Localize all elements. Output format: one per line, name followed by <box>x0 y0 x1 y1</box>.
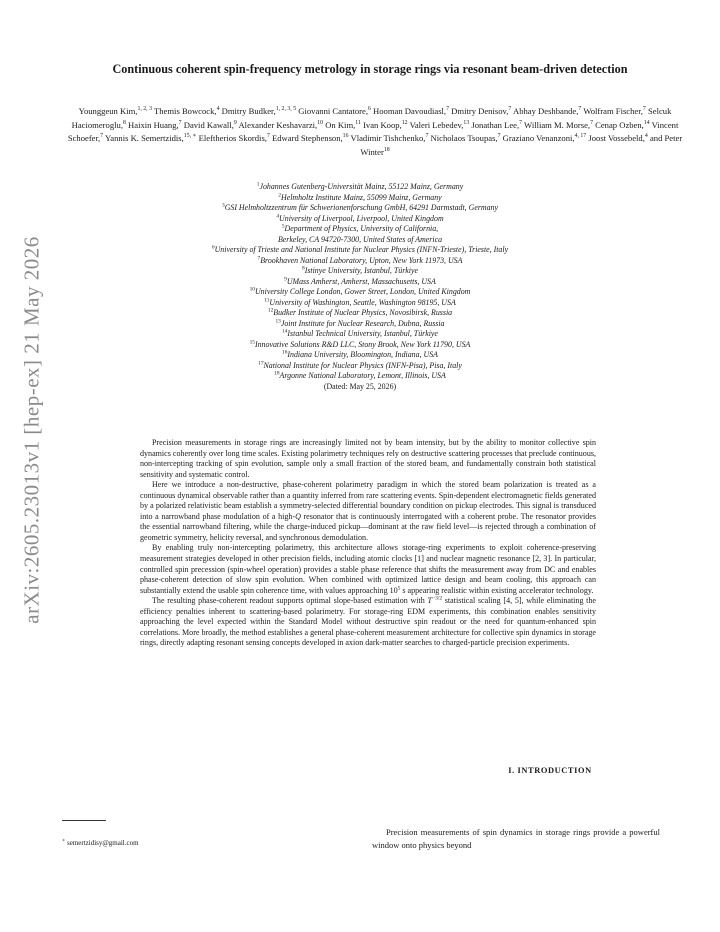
author-name: Alexander Keshavarzi, <box>238 119 318 130</box>
math-q: Q <box>295 511 301 521</box>
paper-title: Continuous coherent spin-frequency metrology in storage rings via resonant beam-driven detection <box>112 62 628 76</box>
author-affiliation-marker: 12 <box>401 119 408 126</box>
author-affiliation-marker: 7 <box>519 119 523 126</box>
author-name: Abhay Deshbande, <box>513 106 579 116</box>
author-affiliation-marker: 6 <box>367 106 371 113</box>
affiliation-number: 17 <box>258 359 264 366</box>
footnote-divider <box>62 820 106 821</box>
affiliation-number: 4 <box>276 212 280 219</box>
affiliation-text: Istanbul Technical University, Istanbul, Türkiye <box>287 329 438 338</box>
author-affiliation-marker: 7 <box>425 133 429 140</box>
author-affiliation-marker: 7 <box>578 106 582 113</box>
author-affiliation-marker: 7 <box>266 133 270 140</box>
abstract-text: s appearing realistic within existing accelerator technology. <box>400 585 594 595</box>
section-heading-introduction: I. INTRODUCTION <box>508 766 592 775</box>
abstract-paragraph-1: Precision measurements in storage rings are increasingly limited not by beam intensity, but by the ability to monitor collective spin dynamics coherently over long time scales. Existing polarimetry techniques rely on destructive scattering processes that preclude continuous, non-intercepting tracking of spin evolution, sample only a small fraction of the stored beam, and fundamentally constrain both statistical sensitivity and systematic control. <box>140 438 596 479</box>
author-name: Themis Bowcock, <box>154 106 217 116</box>
affiliation-line <box>100 214 620 225</box>
affiliation-text: Helmholtz Institute Mainz, 55099 Mainz, Germany <box>281 192 442 202</box>
author-affiliation-marker: 7 <box>178 119 182 126</box>
author-affiliation-marker: 9 <box>233 119 237 126</box>
affiliation-line <box>100 256 620 267</box>
affiliation-text: Berkeley, CA 94720-7300, United States of America <box>277 234 443 244</box>
affiliation-text: University of Trieste and National Institute for Nuclear Physics (INFN-Trieste), Trieste, Italy <box>214 245 509 254</box>
author-name: Joost Vossebeld, <box>588 133 645 144</box>
affiliation-line <box>100 224 620 235</box>
affiliation-number: 18 <box>274 370 280 377</box>
intro-paragraph: Precision measurements of spin dynamics in storage rings provide a powerful window onto physics beyond <box>372 827 660 850</box>
author-name: Ivan Koop, <box>363 119 402 130</box>
author-name: On Kim, <box>325 119 356 130</box>
affiliation-text: UMass Amherst, Amherst, Massachusetts, USA <box>286 276 436 286</box>
author-name: Haixin Huang, <box>128 119 179 130</box>
affiliation-text: Johannes Gutenberg-Universität Mainz, 55122 Mainz, Germany <box>259 182 464 191</box>
author-name: Nicholaos Tsoupas, <box>430 133 498 144</box>
affiliation-number: 8 <box>302 265 305 272</box>
exponent: −3/2 <box>432 595 443 602</box>
arxiv-sidebar <box>2 200 62 660</box>
affiliation-list <box>100 182 620 392</box>
affiliation-text: Istinye University, Istanbul, Türkiye <box>304 266 418 275</box>
affiliation-number: 13 <box>275 317 281 324</box>
affiliation-line <box>100 287 620 298</box>
abstract-text: The resulting phase-coherent readout supports optimal slope-based estimation with <box>152 596 428 606</box>
author-name: and Peter Winter <box>360 133 683 157</box>
affiliation-line <box>100 329 620 340</box>
author-name: Selcuk Haciomeroglu, <box>71 106 672 130</box>
author-name: Edward Stephenson, <box>272 133 343 144</box>
author-affiliation-marker: 7 <box>590 119 593 126</box>
author-name: Valeri Lebedev, <box>409 119 464 130</box>
affiliation-text: Argonne National Laboratory, Lemont, Illinois, USA <box>279 371 446 380</box>
affiliation-line <box>100 245 620 256</box>
author-affiliation-marker: 1, 2, 3, 5 <box>275 106 297 113</box>
affiliation-line <box>100 350 620 361</box>
author-name: Yannis K. Semertzidis, <box>104 133 184 144</box>
author-name: Dmitry Denisov, <box>451 106 509 116</box>
affiliation-number: 6 <box>211 244 215 251</box>
affiliation-number: 2 <box>278 191 282 198</box>
arxiv-identifier: arXiv:2605.23013v1 [hep-ex] 21 May 2026 <box>19 236 44 624</box>
affiliation-text: University of Liverpool, Liverpool, United Kingdom <box>279 213 444 223</box>
author-affiliation-marker: 15, ∗ <box>183 133 197 140</box>
affiliation-text: GSI Helmholtzzentrum für Schwerionenforschung GmbH, 64291 Darmstadt, Germany <box>224 203 498 212</box>
affiliation-line <box>100 182 620 193</box>
author-affiliation-marker: 13 <box>463 119 470 126</box>
affiliation-line <box>100 340 620 351</box>
author-name: Dmitry Budker, <box>221 106 276 116</box>
author-affiliation-marker: 1, 2, 3 <box>137 106 153 113</box>
author-list <box>55 105 695 159</box>
author-name: Vincent Schoefer, <box>67 119 679 144</box>
author-affiliation-marker: 7 <box>100 133 104 140</box>
author-affiliation-marker: 7 <box>642 106 646 113</box>
affiliation-number: 14 <box>282 328 288 335</box>
abstract-paragraph-4 <box>140 596 596 649</box>
affiliation-line <box>100 203 620 214</box>
affiliation-text: Joint Institute for Nuclear Research, Dubna, Russia <box>280 318 445 328</box>
affiliation-number: 12 <box>267 307 274 314</box>
author-affiliation-marker: 7 <box>508 106 512 113</box>
affiliation-text: Department of Physics, University of California, <box>284 224 439 233</box>
affiliation-text: University of Washington, Seattle, Washington 98195, USA <box>269 297 456 307</box>
affiliation-number: 7 <box>257 254 261 261</box>
math-t: T <box>427 596 433 606</box>
affiliation-text: National Institute for Nuclear Physics (INFN-Pisa), Pisa, Italy <box>263 360 462 370</box>
author-name: David Kawall, <box>183 119 234 130</box>
author-affiliation-marker: 11 <box>355 119 361 126</box>
affiliation-line <box>100 266 620 277</box>
abstract-text: Here we introduce a non-destructive, phase-coherent polarimetry paradigm in which the stored beam polarization is treated as a continuous dynamical observable rather than a quantity inferred from rare scattering events. Spin-dependent electromagnetic fields generated by a polarized relativistic beam establish a symmetry-selected differential boundary condition on pickup electrodes. This signal is transduced into a narrowband phase modulation of a high- <box>140 480 596 521</box>
affiliation-line <box>100 235 620 246</box>
author-affiliation-marker: 10 <box>317 119 324 126</box>
author-affiliation-marker: 7 <box>446 106 450 113</box>
affiliation-text: Budker Institute of Nuclear Physics, Novosibirsk, Russia <box>273 308 453 317</box>
affiliation-text: Brookhaven National Laboratory, Upton, New York 11973, USA <box>260 255 463 265</box>
author-affiliation-marker: 16 <box>342 133 349 140</box>
author-affiliation-marker: 4 <box>644 133 648 140</box>
affiliation-number: 9 <box>284 275 287 282</box>
author-affiliation-marker: 4, 17 <box>574 133 587 140</box>
author-name: Vladimir Tishchenko, <box>350 133 426 144</box>
affiliation-number: 15 <box>249 338 255 345</box>
author-affiliation-marker: 8 <box>122 119 126 126</box>
date-line: (Dated: May 25, 2026) <box>323 381 397 391</box>
affiliation-line <box>100 277 620 288</box>
affiliation-number: 3 <box>222 202 225 209</box>
abstract <box>140 438 596 649</box>
author-affiliation-marker: 4 <box>216 106 220 113</box>
abstract-text: By enabling truly non-intercepting polarimetry, this architecture allows storage-ring experiments to exploit coherence-preserving measurement strategies developed in other precision fields, including atomic clocks [1] and nuclear magnetic resonance [2, 3]. In particular, controlled spin precession (spin-wheel operation) provides a stable phase reference that shifts the measurement away from DC and enables phase-coherent detection of slow spin evolution. When combined with optimized lattice design and beam cooling, this approach can substantially extend the usable spin coherence time, with values approaching 10 <box>140 543 596 595</box>
affiliation-line <box>100 298 620 309</box>
author-name: Wolfram Fischer, <box>583 106 643 116</box>
author-affiliation-marker: 14 <box>643 119 650 126</box>
author-name: Hooman Davoudiasl, <box>373 106 447 116</box>
footnote-marker: ∗ <box>62 838 66 844</box>
author-name: Younggeun Kim, <box>78 106 138 116</box>
abstract-paragraph-2 <box>140 480 596 543</box>
affiliation-number: 16 <box>282 349 288 356</box>
affiliation-line <box>100 193 620 204</box>
affiliation-number: 1 <box>256 181 260 188</box>
author-name: Cenap Ozben, <box>595 119 644 130</box>
author-name: Giovanni Cantatore, <box>298 106 368 116</box>
introduction-text <box>372 826 660 851</box>
affiliation-number: 10 <box>249 286 255 293</box>
affiliation-line <box>100 319 620 330</box>
abstract-text: statistical scaling [4, 5], while eliminating the efficiency penalties inherent to scattering-based polarimetry. For storage-ring EDM experiments, this combination enables sensitivity approaching the level expected within the Standard Model without destructive spin readout or the need for quantum-enhanced spin correlations. More broadly, the method establishes a general phase-coherent measurement architecture for collective spin dynamics in storage rings, directly adapting resonant sensing concepts developed in axion dark-matter searches to charged-particle precision experiments. <box>140 596 597 648</box>
affiliation-text: Indiana University, Bloomington, Indiana, USA <box>287 350 438 359</box>
affiliation-number: 5 <box>281 223 285 230</box>
affiliation-line <box>100 371 620 382</box>
exponent: 5 <box>397 584 401 591</box>
affiliation-text: University College London, Gower Street, London, United Kingdom <box>254 287 471 296</box>
corresponding-email[interactable]: semertzidisy@gmail.com <box>65 839 139 847</box>
affiliation-number: 11 <box>264 296 270 303</box>
author-name: William M. Morse, <box>524 119 591 130</box>
affiliation-line <box>100 361 620 372</box>
footnote <box>62 839 139 847</box>
author-affiliation-marker: 7 <box>497 133 501 140</box>
author-name: Jonathan Lee, <box>471 119 520 130</box>
author-affiliation-marker: 18 <box>383 146 390 153</box>
abstract-paragraph-3 <box>140 543 596 596</box>
affiliation-text: Innovative Solutions R&D LLC, Stony Brook, New York 11790, USA <box>254 339 471 349</box>
affiliation-line <box>100 308 620 319</box>
author-name: Graziano Venanzoni, <box>502 133 575 144</box>
abstract-text: resonator that is continuously interrogated with a coherent probe. The resonator provides the essential narrowband filtering, while the charge-induced pickup—dominant at the raw field level—is rejected through a combination of geometric symmetry, helicity reversal, and synchronous demodulation. <box>140 511 596 542</box>
author-name: Eleftherios Skordis, <box>198 133 267 144</box>
